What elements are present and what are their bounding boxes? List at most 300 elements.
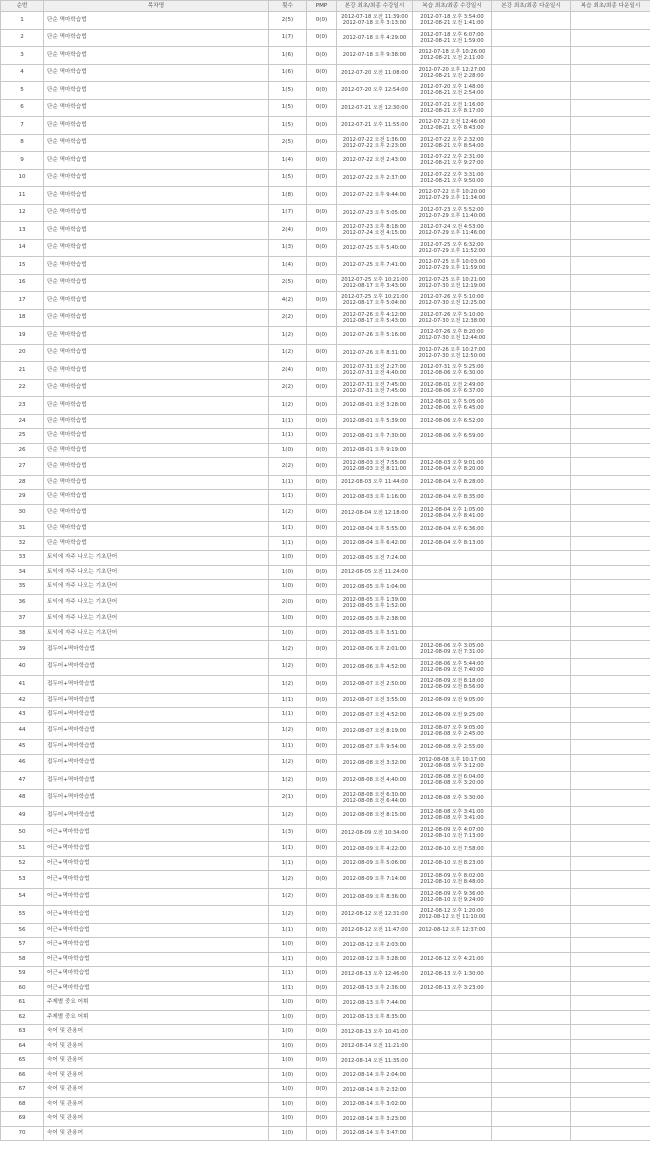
main-study-date-line: 2012-07-23 오후 5:05:00: [342, 209, 407, 216]
row-number: 51: [1, 842, 44, 857]
main-study-date-line: 2012-08-05 오전 7:24:00: [342, 554, 407, 561]
review-study-date-line: 2012-08-10 오전 8:48:00: [420, 879, 484, 886]
row-pmp: 0(0): [307, 29, 337, 47]
review-study-date-line: 2012-08-21 오전 1:41:00: [420, 20, 484, 27]
row-count: 1(1): [269, 981, 307, 996]
row-number: 46: [1, 754, 44, 772]
row-title: 단순 멱마학습법: [44, 29, 269, 47]
review-study-date-line: 2012-08-08 오후 3:12:00: [420, 762, 484, 769]
row-title: 어근+멱마학습법: [44, 871, 269, 889]
review-download-date: [571, 239, 650, 257]
main-download-date: [492, 204, 571, 222]
main-download-date: [492, 807, 571, 825]
review-study-date: [413, 1126, 492, 1141]
main-study-date: [337, 475, 413, 490]
main-study-date-line: 2012-07-22 오후 2:37:00: [342, 174, 407, 181]
review-study-date: [413, 1054, 492, 1069]
review-study-date: [413, 888, 492, 906]
review-study-date-line: 2012-08-12 오후 4:21:00: [420, 956, 484, 963]
review-study-date: [413, 458, 492, 476]
row-number: 28: [1, 475, 44, 490]
main-study-date-line: 2012-07-25 오후 10:21:00: [341, 276, 408, 283]
main-download-date: [492, 379, 571, 397]
review-study-date-line: 2012-08-09 오전 8:56:00: [420, 684, 484, 691]
row-count: 1(0): [269, 938, 307, 953]
row-title: 어근+멱마학습법: [44, 888, 269, 906]
main-study-date: [337, 309, 413, 327]
row-title: 단순 멱마학습법: [44, 536, 269, 551]
row-count: 1(0): [269, 1097, 307, 1112]
review-download-date: [571, 99, 650, 117]
table-row: [1, 12, 650, 30]
main-study-date-line: 2012-08-03 오전 7:55:00: [342, 460, 407, 467]
row-number: 55: [1, 906, 44, 924]
row-count: 1(0): [269, 626, 307, 641]
main-study-date: [337, 169, 413, 187]
review-download-date: [571, 551, 650, 566]
row-pmp: 0(0): [307, 938, 337, 953]
review-study-date: [413, 1068, 492, 1083]
review-study-date: [413, 693, 492, 708]
review-download-date: [571, 856, 650, 871]
review-study-date-line: 2012-07-30 오전 12:38:00: [418, 317, 486, 324]
review-study-date-line: 2012-08-08 오후 3:41:00: [420, 809, 484, 816]
review-study-date: [413, 996, 492, 1011]
row-title: 단순 멱마학습법: [44, 47, 269, 65]
main-download-date: [492, 1010, 571, 1025]
main-study-date: [337, 565, 413, 580]
row-title: 토익에 자주 나오는 기초단어: [44, 626, 269, 641]
main-download-date: [492, 64, 571, 82]
row-number: 20: [1, 344, 44, 362]
row-title: 숙어 및 관용어: [44, 1126, 269, 1141]
row-pmp: 0(0): [307, 47, 337, 65]
row-count: 1(3): [269, 239, 307, 257]
main-study-date: [337, 1025, 413, 1040]
review-study-date-line: 2012-08-10 오전 7:13:00: [420, 832, 484, 839]
review-study-date-line: 2012-08-04 오후 8:28:00: [420, 479, 484, 486]
row-pmp: 0(0): [307, 99, 337, 117]
row-title: 단순 멱마학습법: [44, 64, 269, 82]
main-download-date: [492, 443, 571, 458]
row-number: 1: [1, 12, 44, 30]
table-row: [1, 274, 650, 292]
table-header: [1, 1, 650, 12]
review-study-date-line: 2012-08-09 오후 8:02:00: [420, 873, 484, 880]
table-row: [1, 1097, 650, 1112]
row-title: 어근+멱마학습법: [44, 842, 269, 857]
row-pmp: 0(0): [307, 996, 337, 1011]
main-study-date-line: 2012-08-13 오후 8:35:00: [342, 1014, 407, 1021]
main-study-date: [337, 1039, 413, 1054]
row-pmp: 0(0): [307, 772, 337, 790]
main-download-date: [492, 152, 571, 170]
row-count: 2(2): [269, 379, 307, 397]
main-study-date: [337, 379, 413, 397]
row-title: 어근+멱마학습법: [44, 938, 269, 953]
review-study-date: [413, 504, 492, 522]
review-study-date-line: 2012-08-21 오후 8:54:00: [420, 142, 484, 149]
row-count: 1(0): [269, 1112, 307, 1127]
header-main-download-date: 본강 최초/최종 다운일시: [492, 1, 571, 12]
header-no: 순번: [1, 1, 44, 12]
review-download-date: [571, 1010, 650, 1025]
row-count: 1(0): [269, 1126, 307, 1141]
row-count: 1(0): [269, 551, 307, 566]
table-row: [1, 888, 650, 906]
row-number: 44: [1, 722, 44, 740]
row-pmp: 0(0): [307, 967, 337, 982]
main-study-date-line: 2012-07-26 오후 4:12:00: [342, 311, 407, 318]
main-study-date: [337, 490, 413, 505]
review-study-date: [413, 952, 492, 967]
row-count: 1(0): [269, 1010, 307, 1025]
review-study-date-line: 2012-08-21 오후 9:27:00: [420, 160, 484, 167]
row-pmp: 0(0): [307, 429, 337, 444]
review-study-date-line: 2012-07-26 오후 5:10:00: [420, 294, 484, 301]
main-download-date: [492, 740, 571, 755]
main-study-date-line: 2012-07-25 오후 7:41:00: [342, 262, 407, 269]
header-count: 횟수: [269, 1, 307, 12]
row-pmp: 0(0): [307, 458, 337, 476]
row-pmp: 0(0): [307, 344, 337, 362]
main-study-date-line: 2012-08-08 오전 6:30:00: [342, 791, 407, 798]
row-count: 1(2): [269, 504, 307, 522]
main-study-date: [337, 443, 413, 458]
review-study-date-line: 2012-08-08 오후 2:45:00: [420, 730, 484, 737]
review-study-date-line: 2012-08-09 오전 7:40:00: [420, 666, 484, 673]
review-study-date: [413, 47, 492, 65]
review-study-date-line: 2012-08-01 오후 5:05:00: [420, 399, 484, 406]
review-study-date: [413, 1083, 492, 1098]
review-study-date-line: 2012-08-06 오후 6:59:00: [420, 432, 484, 439]
main-study-date-line: 2012-07-23 오후 8:18:00: [342, 224, 407, 231]
review-download-date: [571, 772, 650, 790]
main-study-date-line: 2012-07-26 오후 8:31:00: [342, 349, 407, 356]
table-row: [1, 938, 650, 953]
row-count: 1(0): [269, 565, 307, 580]
main-download-date: [492, 693, 571, 708]
review-study-date: [413, 871, 492, 889]
row-title: 접두어+멱마학습법: [44, 789, 269, 807]
review-study-date-line: 2012-08-08 오후 2:55:00: [420, 743, 484, 750]
review-study-date-line: 2012-07-18 오후 10:26:00: [418, 49, 486, 56]
table-row: [1, 824, 650, 842]
row-number: 4: [1, 64, 44, 82]
review-study-date-line: 2012-08-10 오전 9:24:00: [420, 896, 484, 903]
main-download-date: [492, 996, 571, 1011]
main-download-date: [492, 612, 571, 627]
main-download-date: [492, 708, 571, 723]
main-study-date: [337, 204, 413, 222]
main-study-date: [337, 1112, 413, 1127]
review-download-date: [571, 938, 650, 953]
main-download-date: [492, 475, 571, 490]
main-study-date-line: 2012-08-08 오전 4:40:00: [342, 777, 407, 784]
row-number: 12: [1, 204, 44, 222]
main-download-date: [492, 1025, 571, 1040]
main-download-date: [492, 134, 571, 152]
row-number: 63: [1, 1025, 44, 1040]
row-pmp: 0(0): [307, 257, 337, 275]
review-study-date: [413, 722, 492, 740]
row-title: 접두어+멱마학습법: [44, 807, 269, 825]
row-count: 1(1): [269, 490, 307, 505]
review-download-date: [571, 981, 650, 996]
row-number: 15: [1, 257, 44, 275]
main-download-date: [492, 1054, 571, 1069]
review-download-date: [571, 708, 650, 723]
row-title: 토익에 자주 나오는 기초단어: [44, 580, 269, 595]
main-study-date: [337, 29, 413, 47]
main-study-date-line: 2012-08-14 오후 2:04:00: [342, 1072, 407, 1079]
row-count: 1(1): [269, 536, 307, 551]
table-row: [1, 362, 650, 380]
row-title: 숙어 및 관용어: [44, 1025, 269, 1040]
review-study-date-line: 2012-08-07 오후 9:05:00: [420, 724, 484, 731]
review-study-date: [413, 676, 492, 694]
review-study-date-line: 2012-07-30 오전 12:50:00: [418, 352, 486, 359]
main-study-date: [337, 952, 413, 967]
row-pmp: 0(0): [307, 871, 337, 889]
main-study-date-line: 2012-08-06 오후 4:52:00: [342, 663, 407, 670]
main-study-date-line: 2012-08-12 오후 3:28:00: [342, 956, 407, 963]
row-title: 접두어+멱마학습법: [44, 641, 269, 659]
review-download-date: [571, 676, 650, 694]
review-study-date: [413, 64, 492, 82]
row-number: 30: [1, 504, 44, 522]
row-pmp: 0(0): [307, 551, 337, 566]
review-study-date: [413, 580, 492, 595]
review-study-date-line: 2012-08-09 오전 9:05:00: [420, 697, 484, 704]
review-download-date: [571, 693, 650, 708]
row-count: 1(2): [269, 906, 307, 924]
table-row: [1, 475, 650, 490]
header-review-download-date: 복습 최초/최종 다운일시: [571, 1, 650, 12]
row-number: 64: [1, 1039, 44, 1054]
row-number: 56: [1, 923, 44, 938]
main-study-date: [337, 1097, 413, 1112]
review-download-date: [571, 490, 650, 505]
main-study-date-line: 2012-07-18 오전 11:39:00: [341, 14, 408, 21]
main-download-date: [492, 754, 571, 772]
review-study-date: [413, 414, 492, 429]
review-study-date-line: 2012-08-21 오전 2:54:00: [420, 90, 484, 97]
main-study-date: [337, 856, 413, 871]
row-count: 1(1): [269, 740, 307, 755]
main-study-date-line: 2012-08-01 오전 3:28:00: [342, 402, 407, 409]
main-study-date: [337, 594, 413, 612]
review-study-date: [413, 1097, 492, 1112]
row-number: 50: [1, 824, 44, 842]
review-study-date-line: 2012-07-30 오전 12:25:00: [418, 300, 486, 307]
review-download-date: [571, 152, 650, 170]
review-study-date-line: 2012-07-30 오전 12:44:00: [418, 335, 486, 342]
review-download-date: [571, 458, 650, 476]
table-row: [1, 29, 650, 47]
main-study-date: [337, 580, 413, 595]
row-number: 66: [1, 1068, 44, 1083]
table-row: [1, 1025, 650, 1040]
row-number: 23: [1, 397, 44, 415]
row-pmp: 0(0): [307, 658, 337, 676]
review-study-date-line: 2012-08-21 오후 8:17:00: [420, 107, 484, 114]
row-count: 1(2): [269, 327, 307, 345]
row-count: 1(0): [269, 612, 307, 627]
review-download-date: [571, 1068, 650, 1083]
row-number: 13: [1, 222, 44, 240]
row-count: 1(7): [269, 29, 307, 47]
review-study-date: [413, 522, 492, 537]
main-study-date: [337, 344, 413, 362]
review-study-date-line: 2012-07-21 오전 1:16:00: [420, 101, 484, 108]
row-title: 접두어+멱마학습법: [44, 693, 269, 708]
row-pmp: 0(0): [307, 504, 337, 522]
table-row: [1, 551, 650, 566]
main-study-date: [337, 362, 413, 380]
review-download-date: [571, 309, 650, 327]
main-download-date: [492, 169, 571, 187]
main-download-date: [492, 906, 571, 924]
header-row: [1, 1, 650, 12]
review-study-date-line: 2012-07-20 오후 1:48:00: [420, 84, 484, 91]
main-study-date: [337, 772, 413, 790]
review-study-date: [413, 490, 492, 505]
table-row: [1, 612, 650, 627]
main-study-date: [337, 187, 413, 205]
review-study-date-line: 2012-07-23 오후 5:52:00: [420, 206, 484, 213]
row-number: 6: [1, 99, 44, 117]
review-study-date: [413, 754, 492, 772]
row-pmp: 0(0): [307, 824, 337, 842]
review-download-date: [571, 379, 650, 397]
main-study-date-line: 2012-07-18 오후 3:13:00: [342, 20, 407, 27]
main-download-date: [492, 938, 571, 953]
table-row: [1, 754, 650, 772]
main-study-date: [337, 693, 413, 708]
row-number: 43: [1, 708, 44, 723]
review-download-date: [571, 504, 650, 522]
table-row: [1, 204, 650, 222]
main-study-date: [337, 239, 413, 257]
main-study-date-line: 2012-08-12 오전 12:31:00: [341, 911, 408, 918]
main-study-date-line: 2012-08-01 오후 7:30:00: [342, 432, 407, 439]
main-study-date-line: 2012-08-07 오전 3:55:00: [342, 697, 407, 704]
row-count: 1(0): [269, 996, 307, 1011]
review-study-date: [413, 443, 492, 458]
table-row: [1, 429, 650, 444]
main-study-date-line: 2012-08-01 오후 5:39:00: [342, 418, 407, 425]
table-row: [1, 1039, 650, 1054]
row-count: 1(1): [269, 693, 307, 708]
table-row: [1, 626, 650, 641]
row-number: 49: [1, 807, 44, 825]
review-study-date-line: 2012-08-04 오후 6:36:00: [420, 525, 484, 532]
row-title: 토익에 자주 나오는 기초단어: [44, 551, 269, 566]
review-download-date: [571, 169, 650, 187]
review-download-date: [571, 1097, 650, 1112]
main-study-date: [337, 397, 413, 415]
main-download-date: [492, 309, 571, 327]
main-study-date-line: 2012-08-07 오전 8:19:00: [342, 727, 407, 734]
review-study-date: [413, 1039, 492, 1054]
review-study-date: [413, 169, 492, 187]
table-row: [1, 565, 650, 580]
row-count: 1(2): [269, 658, 307, 676]
row-number: 41: [1, 676, 44, 694]
review-study-date-line: 2012-07-18 오후 6:07:00: [420, 31, 484, 38]
table-row: [1, 842, 650, 857]
main-study-date: [337, 708, 413, 723]
review-study-date: [413, 152, 492, 170]
row-pmp: 0(0): [307, 754, 337, 772]
review-study-date: [413, 82, 492, 100]
main-download-date: [492, 327, 571, 345]
row-title: 단순 멱마학습법: [44, 443, 269, 458]
row-pmp: 0(0): [307, 626, 337, 641]
review-download-date: [571, 952, 650, 967]
row-count: 1(2): [269, 807, 307, 825]
main-download-date: [492, 490, 571, 505]
main-study-date: [337, 1083, 413, 1098]
review-study-date-line: 2012-08-06 오후 6:45:00: [420, 405, 484, 412]
table-row: [1, 1010, 650, 1025]
main-study-date-line: 2012-08-14 오후 3:02:00: [342, 1101, 407, 1108]
review-download-date: [571, 187, 650, 205]
main-study-date-line: 2012-08-04 오전 12:18:00: [341, 509, 408, 516]
row-count: 2(5): [269, 12, 307, 30]
main-study-date-line: 2012-08-09 오후 8:36:00: [342, 893, 407, 900]
row-count: 1(5): [269, 99, 307, 117]
row-pmp: 0(0): [307, 1025, 337, 1040]
row-number: 33: [1, 551, 44, 566]
main-study-date: [337, 1126, 413, 1141]
main-study-date-line: 2012-08-05 오후 2:38:00: [342, 615, 407, 622]
review-study-date-line: 2012-07-25 오후 10:03:00: [418, 259, 486, 266]
row-pmp: 0(0): [307, 676, 337, 694]
main-study-date-line: 2012-08-13 오후 12:46:00: [341, 970, 408, 977]
row-title: 단순 멱마학습법: [44, 397, 269, 415]
row-count: 1(1): [269, 708, 307, 723]
main-download-date: [492, 429, 571, 444]
row-pmp: 0(0): [307, 239, 337, 257]
review-download-date: [571, 754, 650, 772]
row-pmp: 0(0): [307, 152, 337, 170]
header-main-study-date: 본강 최초/최종 수강일시: [337, 1, 413, 12]
table-row: [1, 379, 650, 397]
row-pmp: 0(0): [307, 292, 337, 310]
row-count: 1(0): [269, 1039, 307, 1054]
table-row: [1, 923, 650, 938]
row-number: 36: [1, 594, 44, 612]
main-download-date: [492, 1112, 571, 1127]
review-study-date: [413, 204, 492, 222]
row-number: 25: [1, 429, 44, 444]
main-study-date: [337, 740, 413, 755]
main-study-date: [337, 938, 413, 953]
review-study-date-line: 2012-08-21 오전 1:59:00: [420, 37, 484, 44]
row-title: 단순 멱마학습법: [44, 362, 269, 380]
row-title: 단순 멱마학습법: [44, 309, 269, 327]
row-title: 접두어+멱마학습법: [44, 708, 269, 723]
review-download-date: [571, 967, 650, 982]
review-download-date: [571, 12, 650, 30]
row-count: 1(1): [269, 842, 307, 857]
main-study-date-line: 2012-08-13 오후 2:36:00: [342, 985, 407, 992]
main-study-date-line: 2012-07-31 오전 4:40:00: [342, 370, 407, 377]
main-study-date-line: 2012-08-17 오후 3:43:00: [342, 282, 407, 289]
main-study-date-line: 2012-08-07 오후 9:54:00: [342, 743, 407, 750]
